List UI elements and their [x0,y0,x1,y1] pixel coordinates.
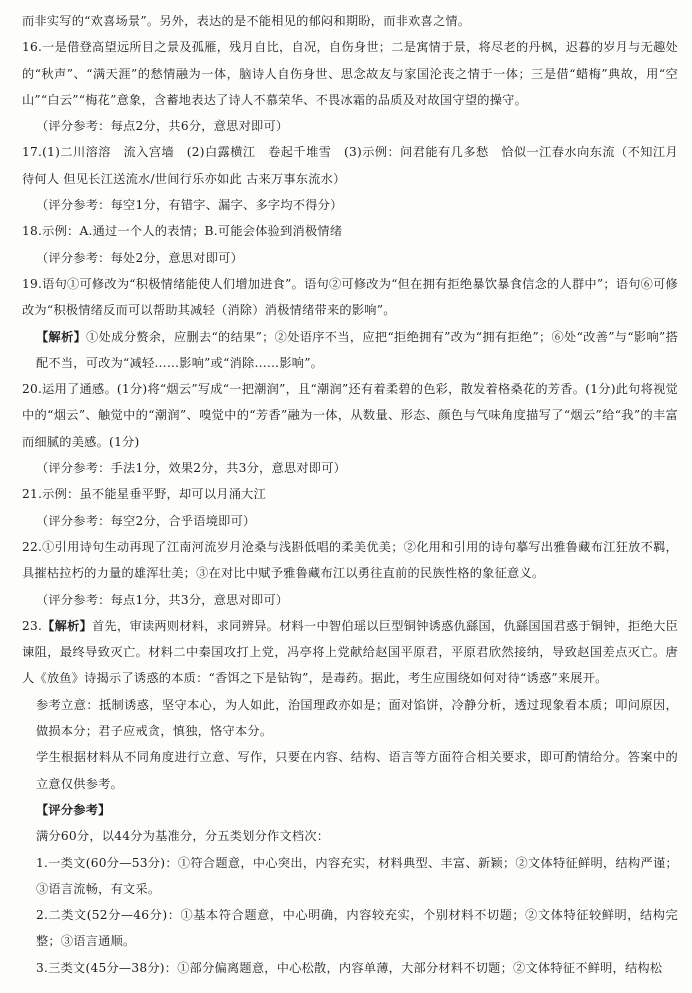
answer-16: 16.一是借登高望远所目之景及孤雁，残月自比，自况，自伤身世；二是寓情于景，将尽老的丹枫，迟暮的岁月与无趣处的“秋声”、“满天涯”的愁情融为一体，脑诗人自伤身世、思念故友与家国沦丧之情于一体；三是借“蜡梅”典故，用“空山”“白云”“梅花”意象，含蓄地表达了诗人不慕荣华、不畏冰霜的品质及对故国守望的操守。 [22,40,678,107]
answer-23-text: 首先，审读两则材料，求同辨异。材料一中智伯瑶以巨型铜钟诱惑仇繇国，仇繇国国君惑于铜钟，拒绝大臣谏阻，最终导致灭亡。材料二中秦国攻打上党，冯亭将上党献给赵国平原君，平原君欣然接纳，导致赵国差点灭亡。唐人《放鱼》诗揭示了诱惑的本质：“香饵之下是钻钩”，是毒药。据此，考生应围绕如何对待“诱惑”来展开。 [22,618,679,686]
writing-guidance: 学生根据材料从不同角度进行立意、写作，只要在内容、结构、语言等方面符合相关要求，即可酌情给分。答案中的立意仅供参考。 [36,750,678,791]
scoring-summary: 满分60分，以44分为基准分，分五类划分作文档次： [36,829,330,844]
analysis-label: 【解析】 [42,618,93,633]
scoring-heading: 【评分参考】 [36,802,111,817]
answer-20: 20.运用了通感。(1分)将“烟云”写成“一把潮润”，且“潮润”还有着柔碧的色彩，散发着格桑花的芳香。(1分)此句将视觉中的“烟云”、触觉中的“潮润”、嗅觉中的“芳香”融为一体，从数量、形态、颜色与气味角度描写了“烟云”给“我”的丰富而细腻的美感。(1分) [22,382,678,449]
scoring-note-20: （评分参考：手法1分，效果2分，共3分，意思对即可） [36,461,347,476]
scoring-note-16: （评分参考：每点2分，共6分，意思对即可） [36,119,289,134]
scoring-note-22: （评分参考：每点1分，共3分，意思对即可） [36,592,289,607]
reference-ideas: 参考立意：抵制诱惑，坚守本心，为人如此，治国理政亦如是；面对馅饼，冷静分析，透过现象看本质；叩问原因，做损本分；君子应戒贪，慎独，恪守本分。 [36,697,678,739]
analysis-19 [22,324,678,377]
line-continuation: 而非实写的“欢喜场景”。另外，表达的是不能相见的郁闷和期盼，而非欢喜之情。 [22,14,471,28]
answer-23-number: 23. [22,618,43,633]
scoring-note-18: （评分参考：每处2分，意思对即可） [36,250,244,265]
scoring-tier-3: 3.三类文(45分—38分)：①部分偏离题意，中心松散，内容单薄，大部分材料不切题；②文体特征不鲜明，结构松 [36,960,663,975]
scoring-tier-1: 1.一类文(60分—53分)：①符合题意，中心突出，内容充实，材料典型、丰富、新颖；②文体特征鲜明，结构严谨；③语言流畅，有文采。 [36,855,678,896]
scoring-note-21: （评分参考：每空2分，合乎语境即可） [36,513,256,528]
answer-22: 22.①引用诗句生动再现了江南河流岁月沧桑与浅斟低唱的柔美优美；②化用和引用的诗句摹写出雅鲁藏布江狂放不羁，具摧枯拉朽的力量的雄浑壮美；③在对比中赋予雅鲁藏布江以勇往直前的民族性格的象征意义。 [22,539,678,581]
scoring-tier-2: 2.二类文(52分—46分)：①基本符合题意，中心明确，内容较充实，个别材料不切题；②文体特征较鲜明，结构完整；③语言通顺。 [36,908,678,949]
answer-18: 18.示例：A.通过一个人的表情；B.可能会体验到消极情绪 [22,224,343,239]
analysis-label: 【解析】 [36,329,87,344]
answer-17: 17.(1)二川溶溶 流入宫墙 (2)白露横江 卷起千堆雪 (3)示例：问君能有几多愁 恰似一江春水向东流（不知江月待何人 但见长江送流水/世间行乐亦如此 古来万事东流水） [22,145,678,186]
answer-21: 21.示例：虽不能星垂平野，却可以月涌大江 [22,487,267,502]
answer-23 [22,613,678,692]
analysis-19-text: ①处成分赘余，应删去“的结果”；②处语序不当，应把“拒绝拥有”改为“拥有拒绝”；⑥处“改善”与“影响”搭配不当，可改为“减轻……影响”或“消除……影响”。 [36,329,679,370]
scoring-note-17: （评分参考：每空1分，有错字、漏字、多字均不得分） [36,198,343,213]
answer-19: 19.语句①可修改为“积极情绪能使人们增加进食”。语句②可修改为“但在拥有拒绝暴饮暴食信念的人群中”；语句⑥可修改为“积极情绪反而可以帮助其减轻（消除）消极情绪带来的影响”。 [22,276,678,318]
